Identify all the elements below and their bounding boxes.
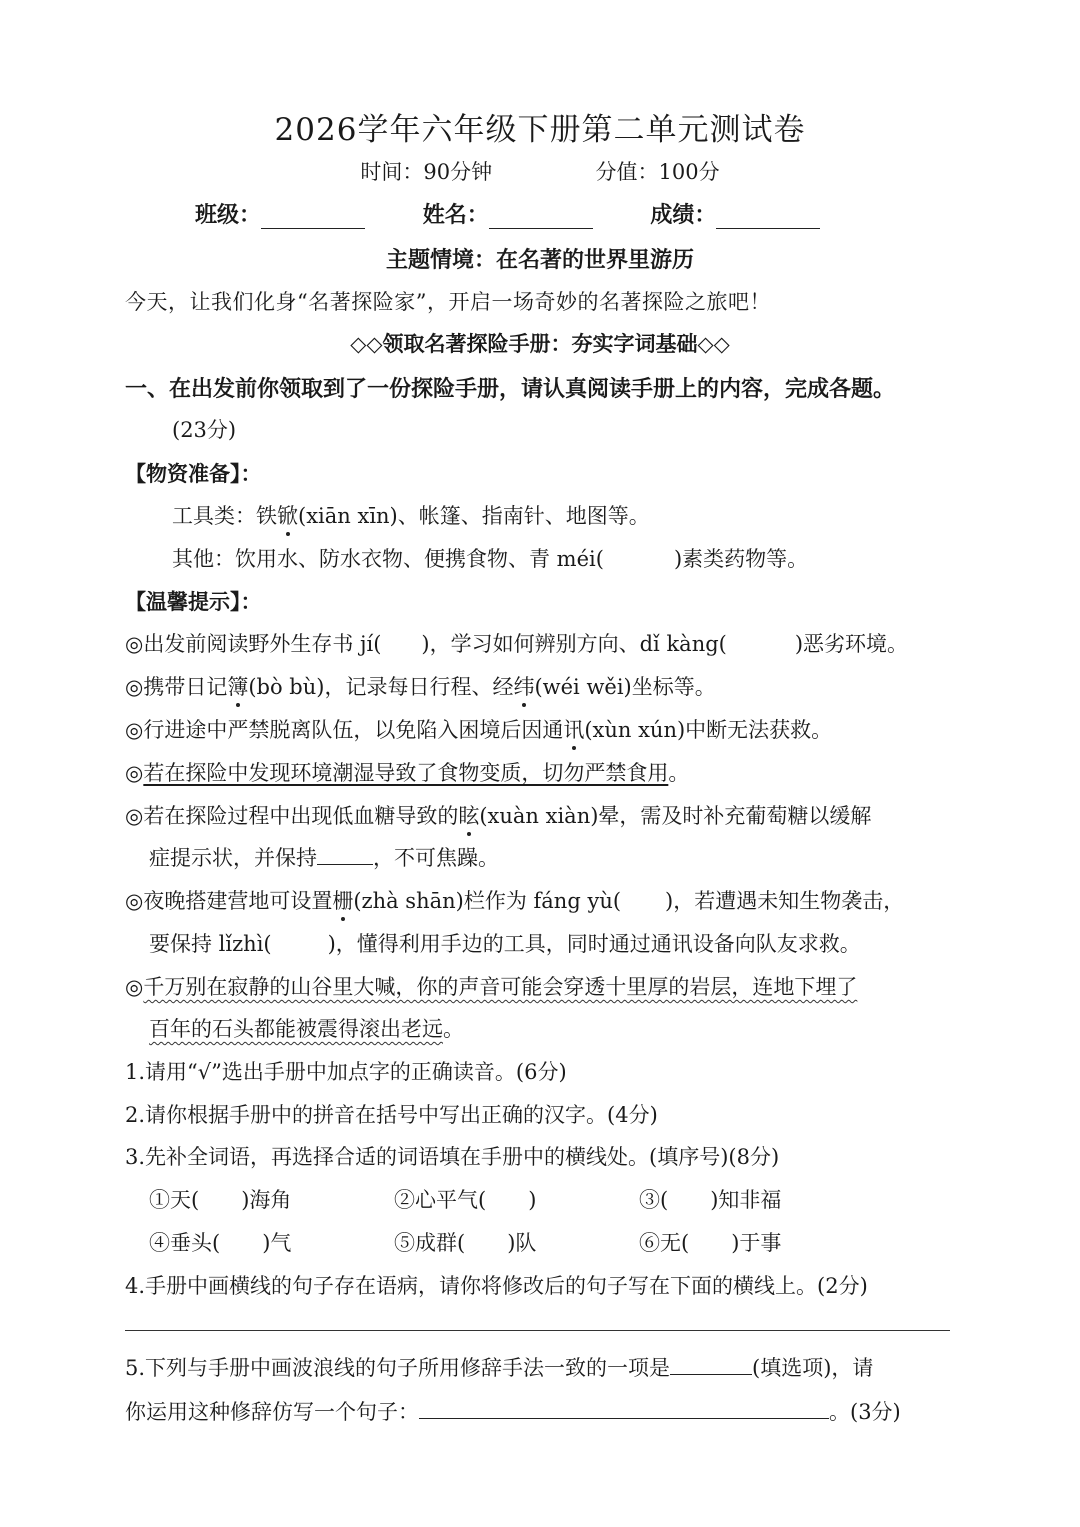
question-1: 1.请用“√”选出手册中加点字的正确读音。(6分) <box>125 1060 567 1084</box>
supplies-tools: 工具类：铁锨(xiān xīn)、帐篷、指南针、地图等。 <box>172 500 650 530</box>
time-info: 时间：90分钟 <box>360 160 493 184</box>
fill-blank[interactable] <box>419 1400 829 1419</box>
fill-blank[interactable] <box>670 1356 752 1375</box>
supplies-label: 【物资准备】： <box>125 461 262 486</box>
question-3: 3.先补全词语，再选择合适的词语填在手册中的横线处。(填序号)(8分) <box>125 1145 780 1169</box>
dotted-char: 讯 <box>563 714 584 744</box>
tip-7-cont: 百年的石头都能被震得滚出老远。 <box>149 1017 464 1041</box>
student-fields <box>195 198 870 229</box>
tips-label: 【温馨提示】： <box>125 589 262 614</box>
wavy-sentence: 千万别在寂静的山谷里大喊，你的声音可能会穿透十里厚的岩层，连地下埋了 <box>143 975 858 999</box>
tip-2: ◎携带日记簿(bò bù)，记录每日行程、经纬(wéi wěi)坐标等。 <box>125 671 716 701</box>
section1-points: (23分) <box>172 418 237 442</box>
question-2: 2.请你根据手册中的拼音在括号中写出正确的汉字。(4分) <box>125 1103 658 1127</box>
option-3[interactable]: ③( )知非福 <box>639 1188 782 1212</box>
class-field[interactable]: 班级： <box>195 198 365 229</box>
section1-heading: 一、在出发前你领取到了一份探险手册，请认真阅读手册上的内容，完成各题。 <box>125 376 896 402</box>
option-5[interactable]: ⑤成群( )队 <box>394 1231 537 1255</box>
dotted-char: 簿 <box>227 671 248 701</box>
option-6[interactable]: ⑥无( )于事 <box>639 1231 782 1255</box>
tip-1: ◎出发前阅读野外生存书 jí( )，学习如何辨别方向、dǐ kàng( )恶劣环境。 <box>125 632 909 656</box>
question-5-cont: 你运用这种修辞仿写一个句子： 。(3分) <box>125 1400 901 1424</box>
options-row-1 <box>149 1184 884 1214</box>
dotted-char: 锨 <box>277 500 298 530</box>
dotted-char: 栅 <box>332 885 353 915</box>
option-4[interactable]: ④垂头( )气 <box>149 1231 292 1255</box>
tip-6-cont: 要保持 lǐzhì( )，懂得利用手边的工具，同时通过通讯设备向队友求救。 <box>149 932 861 956</box>
answer-line[interactable] <box>125 1330 950 1331</box>
handbook-heading: ◇◇领取名著探险手册：夯实字词基础◇◇ <box>350 331 730 356</box>
option-2[interactable]: ②心平气( ) <box>394 1188 537 1212</box>
page-title: 2026学年六年级下册第二单元测试卷 <box>274 112 806 148</box>
question-5: 5.下列与手册中画波浪线的句子所用修辞手法一致的一项是 (填选项)，请 <box>125 1356 874 1380</box>
tip-6: ◎夜晚搭建营地可设置栅(zhà shān)栏作为 fáng yù( )，若遭遇未知生物袭击， <box>125 885 904 915</box>
dotted-char: 纬 <box>513 671 534 701</box>
theme-heading: 主题情境：在名著的世界里游历 <box>385 247 694 273</box>
dotted-char: 眩 <box>458 800 479 830</box>
grade-field[interactable]: 成绩： <box>650 198 820 229</box>
fill-blank[interactable] <box>317 846 373 865</box>
wavy-sentence-cont: 百年的石头都能被震得滚出老远 <box>149 1017 443 1041</box>
tip-7: ◎千万别在寂静的山谷里大喊，你的声音可能会穿透十里厚的岩层，连地下埋了 <box>125 975 858 999</box>
intro-text: 今天，让我们化身“名著探险家”，开启一场奇妙的名著探险之旅吧！ <box>125 290 771 314</box>
supplies-others: 其他：饮用水、防水衣物、便携食物、青 méi( )素类药物等。 <box>172 547 809 571</box>
options-row-2 <box>149 1227 884 1257</box>
score-info: 分值：100分 <box>595 160 720 184</box>
tip-3: ◎行进途中严禁脱离队伍，以免陷入困境后因通讯(xùn xún)中断无法获救。 <box>125 714 832 744</box>
tip-5: ◎若在探险过程中出现低血糖导致的眩(xuàn xiàn)晕，需及时补充葡萄糖以缓解 <box>125 800 871 830</box>
question-4: 4.手册中画横线的句子存在语病，请你将修改后的句子写在下面的横线上。(2分) <box>125 1274 868 1298</box>
name-field[interactable]: 姓名： <box>423 198 593 229</box>
tip-4: ◎若在探险中发现环境潮湿导致了食物变质，切勿严禁食用。 <box>125 761 690 785</box>
exam-meta <box>0 156 1080 186</box>
option-1[interactable]: ①天( )海角 <box>149 1188 292 1212</box>
underlined-sentence: 若在探险中发现环境潮湿导致了食物变质，切勿严禁食用 <box>143 761 669 785</box>
tip-5-cont: 症提示状，并保持 ，不可焦躁。 <box>149 846 499 870</box>
